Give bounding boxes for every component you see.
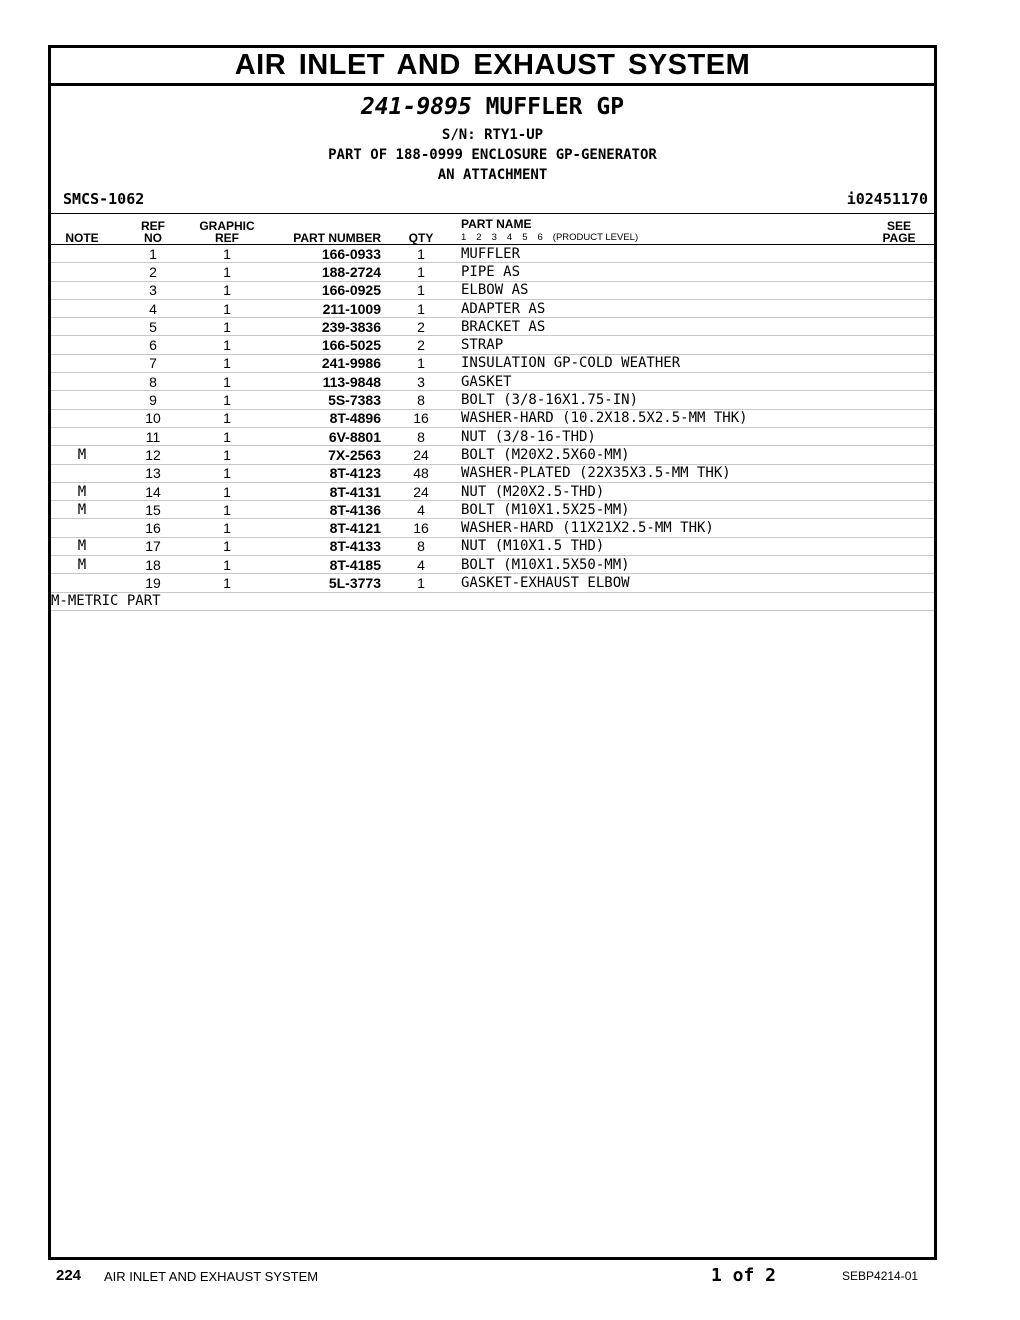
row-see-page	[864, 336, 934, 354]
row-qty: 4	[381, 556, 461, 574]
row-graphic-ref: 1	[193, 556, 261, 574]
table-row	[51, 373, 934, 391]
row-see-page	[864, 281, 934, 299]
row-part-number: 188-2724	[261, 263, 381, 281]
product-level-label: 3	[491, 232, 497, 243]
row-part-name: BOLT (3/8-16X1.75-IN)	[461, 391, 864, 409]
product-levels	[461, 232, 864, 244]
col-see-page: SEE PAGE	[864, 214, 934, 245]
row-qty: 24	[381, 446, 461, 464]
group-title	[51, 94, 934, 120]
row-part-name: WASHER-PLATED (22X35X3.5-MM THK)	[461, 464, 864, 482]
row-ref-no: 5	[113, 318, 193, 336]
table-row	[51, 281, 934, 299]
row-ref-no: 2	[113, 263, 193, 281]
row-qty: 24	[381, 482, 461, 500]
col-note: NOTE	[51, 214, 113, 245]
row-part-name: BRACKET AS	[461, 318, 864, 336]
row-note: M	[51, 446, 113, 464]
document-id: SEBP4214-01	[842, 1269, 919, 1283]
row-note	[51, 391, 113, 409]
row-part-name: NUT (M20X2.5-THD)	[461, 482, 864, 500]
table-row	[51, 464, 934, 482]
row-note	[51, 373, 113, 391]
row-qty: 16	[381, 409, 461, 427]
row-note	[51, 574, 113, 592]
row-graphic-ref: 1	[193, 446, 261, 464]
parts-table-body	[51, 245, 934, 611]
row-part-name: ELBOW AS	[461, 281, 864, 299]
row-see-page	[864, 245, 934, 263]
row-note: M	[51, 482, 113, 500]
row-qty: 1	[381, 263, 461, 281]
page-number: 224	[56, 1267, 82, 1284]
row-part-number: 113-9848	[261, 373, 381, 391]
row-qty: 1	[381, 299, 461, 317]
row-part-number: 8T-4896	[261, 409, 381, 427]
table-row	[51, 556, 934, 574]
row-part-name: BOLT (M10X1.5X25-MM)	[461, 501, 864, 519]
row-ref-no: 3	[113, 281, 193, 299]
row-see-page	[864, 373, 934, 391]
illustration-id: i02451170	[846, 190, 928, 208]
table-row	[51, 245, 934, 263]
table-row	[51, 409, 934, 427]
table-row	[51, 446, 934, 464]
row-part-number: 239-3836	[261, 318, 381, 336]
col-part-number: PART NUMBER	[261, 214, 381, 245]
row-see-page	[864, 482, 934, 500]
table-row	[51, 354, 934, 372]
row-see-page	[864, 354, 934, 372]
row-part-number: 5S-7383	[261, 391, 381, 409]
row-qty: 16	[381, 519, 461, 537]
row-part-number: 166-0933	[261, 245, 381, 263]
row-ref-no: 15	[113, 501, 193, 519]
smcs-code: SMCS-1062	[63, 190, 145, 208]
row-graphic-ref: 1	[193, 409, 261, 427]
footer-section-title: AIR INLET AND EXHAUST SYSTEM	[104, 1269, 319, 1284]
row-qty: 8	[381, 537, 461, 555]
row-see-page	[864, 446, 934, 464]
row-part-number: 166-0925	[261, 281, 381, 299]
row-note	[51, 281, 113, 299]
row-part-number: 211-1009	[261, 299, 381, 317]
row-graphic-ref: 1	[193, 281, 261, 299]
row-note: M	[51, 537, 113, 555]
product-level-label: 5	[522, 232, 528, 243]
row-note	[51, 245, 113, 263]
part-of-line: PART OF 188-0999 ENCLOSURE GP-GENERATOR	[328, 147, 657, 163]
row-part-name: GASKET-EXHAUST ELBOW	[461, 574, 864, 592]
row-see-page	[864, 409, 934, 427]
row-ref-no: 13	[113, 464, 193, 482]
row-qty: 2	[381, 336, 461, 354]
row-ref-no: 6	[113, 336, 193, 354]
row-note	[51, 464, 113, 482]
row-qty: 4	[381, 501, 461, 519]
row-part-number: 8T-4131	[261, 482, 381, 500]
row-see-page	[864, 464, 934, 482]
row-graphic-ref: 1	[193, 245, 261, 263]
row-see-page	[864, 318, 934, 336]
product-level-label: 1	[461, 232, 467, 243]
row-ref-no: 10	[113, 409, 193, 427]
sheet-indicator: 1 of 2	[711, 1265, 777, 1286]
metric-footnote: M-METRIC PART	[51, 592, 934, 610]
row-qty: 1	[381, 245, 461, 263]
row-note: M	[51, 501, 113, 519]
row-graphic-ref: 1	[193, 464, 261, 482]
row-graphic-ref: 1	[193, 519, 261, 537]
page-frame	[48, 45, 937, 1260]
row-graphic-ref: 1	[193, 354, 261, 372]
row-ref-no: 18	[113, 556, 193, 574]
row-ref-no: 19	[113, 574, 193, 592]
row-graphic-ref: 1	[193, 574, 261, 592]
row-graphic-ref: 1	[193, 299, 261, 317]
row-see-page	[864, 427, 934, 445]
group-header	[51, 86, 934, 213]
attachment-line: AN ATTACHMENT	[437, 167, 548, 183]
row-ref-no: 8	[113, 373, 193, 391]
row-part-number: 241-9986	[261, 354, 381, 372]
row-see-page	[864, 556, 934, 574]
row-see-page	[864, 519, 934, 537]
row-qty: 1	[381, 574, 461, 592]
row-part-number: 8T-4123	[261, 464, 381, 482]
row-part-number: 8T-4136	[261, 501, 381, 519]
row-ref-no: 1	[113, 245, 193, 263]
row-part-name: STRAP	[461, 336, 864, 354]
table-row	[51, 318, 934, 336]
row-see-page	[864, 501, 934, 519]
row-note	[51, 409, 113, 427]
table-row	[51, 574, 934, 592]
row-ref-no: 14	[113, 482, 193, 500]
row-part-name: GASKET	[461, 373, 864, 391]
row-ref-no: 7	[113, 354, 193, 372]
row-part-name: WASHER-HARD (11X21X2.5-MM THK)	[461, 519, 864, 537]
row-graphic-ref: 1	[193, 501, 261, 519]
col-graphic-ref: GRAPHIC REF	[193, 214, 261, 245]
parts-table	[51, 213, 934, 611]
row-ref-no: 17	[113, 537, 193, 555]
product-level-label: 4	[506, 232, 513, 243]
product-level-label: 2	[476, 232, 482, 243]
row-ref-no: 11	[113, 427, 193, 445]
serial-range: S/N: RTY1-UP	[441, 127, 544, 143]
row-part-name: BOLT (M20X2.5X60-MM)	[461, 446, 864, 464]
row-graphic-ref: 1	[193, 427, 261, 445]
table-row	[51, 519, 934, 537]
row-qty: 3	[381, 373, 461, 391]
row-part-number: 8T-4185	[261, 556, 381, 574]
row-qty: 2	[381, 318, 461, 336]
row-note	[51, 318, 113, 336]
row-note	[51, 299, 113, 317]
row-see-page	[864, 299, 934, 317]
row-see-page	[864, 537, 934, 555]
table-row	[51, 263, 934, 281]
row-part-number: 8T-4133	[261, 537, 381, 555]
product-level-label: (PRODUCT LEVEL)	[552, 232, 639, 243]
row-qty: 1	[381, 281, 461, 299]
row-qty: 8	[381, 427, 461, 445]
table-row	[51, 482, 934, 500]
col-qty: QTY	[381, 214, 461, 245]
row-note	[51, 519, 113, 537]
row-graphic-ref: 1	[193, 537, 261, 555]
row-graphic-ref: 1	[193, 318, 261, 336]
row-graphic-ref: 1	[193, 373, 261, 391]
group-name: MUFFLER GP	[485, 94, 625, 120]
col-ref-no: REF NO	[113, 214, 193, 245]
product-level-label: 6	[537, 232, 543, 243]
table-row	[51, 537, 934, 555]
row-note	[51, 354, 113, 372]
row-ref-no: 12	[113, 446, 193, 464]
row-see-page	[864, 574, 934, 592]
table-row	[51, 501, 934, 519]
row-part-name: NUT (M10X1.5 THD)	[461, 537, 864, 555]
row-graphic-ref: 1	[193, 336, 261, 354]
row-ref-no: 16	[113, 519, 193, 537]
row-part-name: PIPE AS	[461, 263, 864, 281]
col-part-name: PART NAME 1 2 3 4 5 6 (PRODUCT LEVEL)	[461, 214, 864, 245]
row-see-page	[864, 263, 934, 281]
row-note	[51, 427, 113, 445]
page-title: AIR INLET AND EXHAUST SYSTEM	[234, 49, 751, 81]
row-graphic-ref: 1	[193, 482, 261, 500]
table-row	[51, 336, 934, 354]
row-part-name: WASHER-HARD (10.2X18.5X2.5-MM THK)	[461, 409, 864, 427]
footnote-row	[51, 592, 934, 610]
row-part-name: INSULATION GP-COLD WEATHER	[461, 354, 864, 372]
row-part-number: 5L-3773	[261, 574, 381, 592]
row-part-name: BOLT (M10X1.5X50-MM)	[461, 556, 864, 574]
row-note	[51, 263, 113, 281]
table-row	[51, 427, 934, 445]
row-part-name: ADAPTER AS	[461, 299, 864, 317]
row-qty: 1	[381, 354, 461, 372]
row-part-number: 7X-2563	[261, 446, 381, 464]
row-part-number: 6V-8801	[261, 427, 381, 445]
row-part-number: 166-5025	[261, 336, 381, 354]
row-graphic-ref: 1	[193, 263, 261, 281]
row-ref-no: 4	[113, 299, 193, 317]
row-qty: 8	[381, 391, 461, 409]
page-footer	[0, 1265, 1020, 1289]
row-graphic-ref: 1	[193, 391, 261, 409]
table-header-row	[51, 214, 934, 245]
row-part-number: 8T-4121	[261, 519, 381, 537]
group-number: 241-9895	[360, 94, 472, 120]
row-part-name: MUFFLER	[461, 245, 864, 263]
row-note: M	[51, 556, 113, 574]
row-qty: 48	[381, 464, 461, 482]
row-part-name: NUT (3/8-16-THD)	[461, 427, 864, 445]
table-row	[51, 299, 934, 317]
row-see-page	[864, 391, 934, 409]
row-note	[51, 336, 113, 354]
title-bar	[51, 48, 934, 86]
table-row	[51, 391, 934, 409]
row-ref-no: 9	[113, 391, 193, 409]
